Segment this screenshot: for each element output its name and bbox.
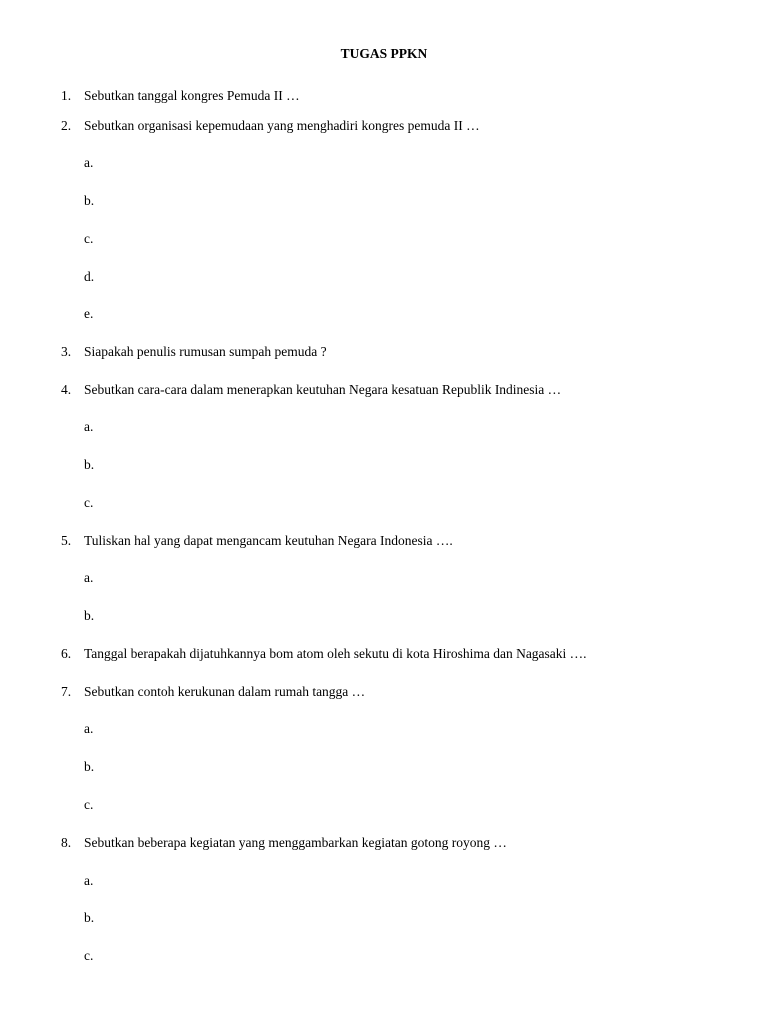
- question-text: Tanggal berapakah dijatuhkannya bom atom oleh sekutu di kota Hiroshima dan Nagasaki ….: [84, 646, 587, 661]
- question-number: 2.: [61, 118, 72, 133]
- answer-option: a.: [84, 873, 94, 888]
- page-title: TUGAS PPKN: [340, 46, 428, 61]
- question-text: Tuliskan hal yang dapat mengancam keutuhan Negara Indonesia ….: [84, 533, 453, 548]
- question-number: 6.: [61, 646, 72, 661]
- answer-option: c.: [84, 231, 94, 246]
- answer-option: c.: [84, 797, 94, 812]
- question-number: 7.: [61, 684, 72, 699]
- answer-option: e.: [84, 306, 94, 321]
- answer-option: b.: [84, 608, 95, 623]
- question-text: Sebutkan organisasi kepemudaan yang menghadiri kongres pemuda II …: [84, 118, 480, 133]
- question-number: 1.: [61, 88, 72, 103]
- question-number: 8.: [61, 835, 72, 850]
- question-number: 3.: [61, 344, 72, 359]
- answer-option: b.: [84, 910, 95, 925]
- question-text: Sebutkan cara-cara dalam menerapkan keutuhan Negara kesatuan Republik Indinesia …: [84, 382, 562, 397]
- answer-option: d.: [84, 269, 95, 284]
- answer-option: c.: [84, 948, 94, 963]
- question-number: 4.: [61, 382, 72, 397]
- answer-option: b.: [84, 193, 95, 208]
- question-number: 5.: [61, 533, 72, 548]
- answer-option: b.: [84, 759, 95, 774]
- question-text: Sebutkan tanggal kongres Pemuda II …: [84, 88, 300, 103]
- answer-option: c.: [84, 495, 94, 510]
- question-text: Sebutkan contoh kerukunan dalam rumah tangga …: [84, 684, 366, 699]
- question-text: Sebutkan beberapa kegiatan yang menggambarkan kegiatan gotong royong …: [84, 835, 507, 850]
- answer-option: a.: [84, 419, 94, 434]
- question-text: Siapakah penulis rumusan sumpah pemuda ?: [84, 344, 327, 359]
- answer-option: a.: [84, 570, 94, 585]
- answer-option: b.: [84, 457, 95, 472]
- answer-option: a.: [84, 155, 94, 170]
- answer-option: a.: [84, 721, 94, 736]
